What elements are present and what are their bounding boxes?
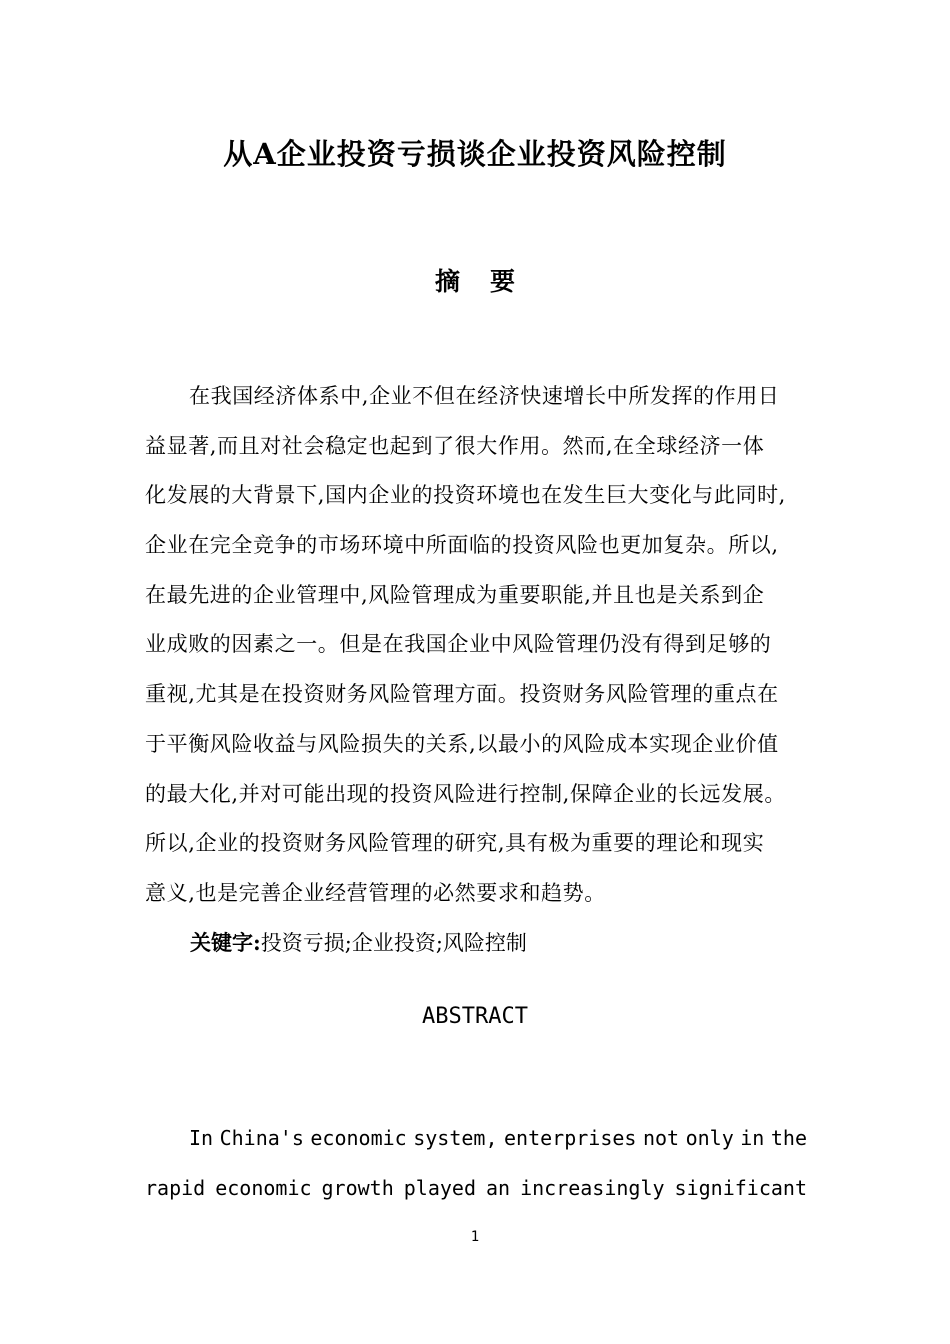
word: increasingly [520, 1176, 665, 1200]
keywords-text: 投资亏损;企业投资;风险控制 [260, 931, 527, 955]
page-number: 1 [470, 1229, 480, 1245]
abstract-cn-line: 企业在完全竞争的市场环境中所面临的投资风险也更加复杂。所以, [145, 533, 779, 558]
keywords-label: 关键字: [190, 930, 261, 955]
abstract-body-en [145, 1120, 807, 1220]
abstract-heading-en: ABSTRACT [422, 1004, 528, 1029]
word: economic [215, 1176, 312, 1200]
word: played [403, 1176, 476, 1200]
word: only [685, 1126, 734, 1150]
abstract-en-line [145, 1170, 807, 1220]
keywords-line [190, 925, 527, 961]
abstract-cn-line: 于平衡风险收益与风险损失的关系,以最小的风险成本实现企业价值 [145, 731, 779, 756]
abstract-cn-line: 业成败的因素之一。但是在我国企业中风险管理仍没有得到足够的 [145, 632, 772, 657]
word: significant [674, 1176, 807, 1200]
abstract-cn-line: 重视,尤其是在投资财务风险管理方面。投资财务风险管理的重点在 [145, 682, 779, 707]
word: the [770, 1126, 807, 1150]
word: China's [219, 1126, 304, 1150]
word: economic [310, 1126, 407, 1150]
abstract-cn-line: 化发展的大背景下,国内企业的投资环境也在发生巨大变化与此同时, [145, 483, 786, 508]
word: rapid [145, 1176, 206, 1200]
abstract-cn-line: 意义,也是完善企业经营管理的必然要求和趋势。 [145, 880, 606, 905]
abstract-en-line [145, 1120, 807, 1170]
abstract-body-cn [145, 378, 825, 925]
abstract-cn-line: 益显著,而且对社会稳定也起到了很大作用。然而,在全球经济一体 [145, 433, 765, 458]
word: in [740, 1126, 765, 1150]
document-title: 从A企业投资亏损谈企业投资风险控制 [223, 137, 727, 171]
abstract-cn-line: 在最先进的企业管理中,风险管理成为重要职能,并且也是关系到企 [145, 582, 765, 607]
word: enterprises [504, 1126, 637, 1150]
abstract-cn-line: 在我国经济体系中,企业不但在经济快速增长中所发挥的作用日 [189, 384, 780, 408]
word: not [642, 1126, 680, 1150]
word: system, [413, 1126, 498, 1150]
word: growth [321, 1176, 394, 1200]
abstract-cn-line: 的最大化,并对可能出现的投资风险进行控制,保障企业的长远发展。 [145, 781, 786, 806]
abstract-heading-cn: 摘要 [434, 267, 545, 296]
abstract-cn-line: 所以,企业的投资财务风险管理的研究,具有极为重要的理论和现实 [145, 831, 765, 856]
word: In [189, 1126, 214, 1150]
word: an [485, 1176, 511, 1200]
